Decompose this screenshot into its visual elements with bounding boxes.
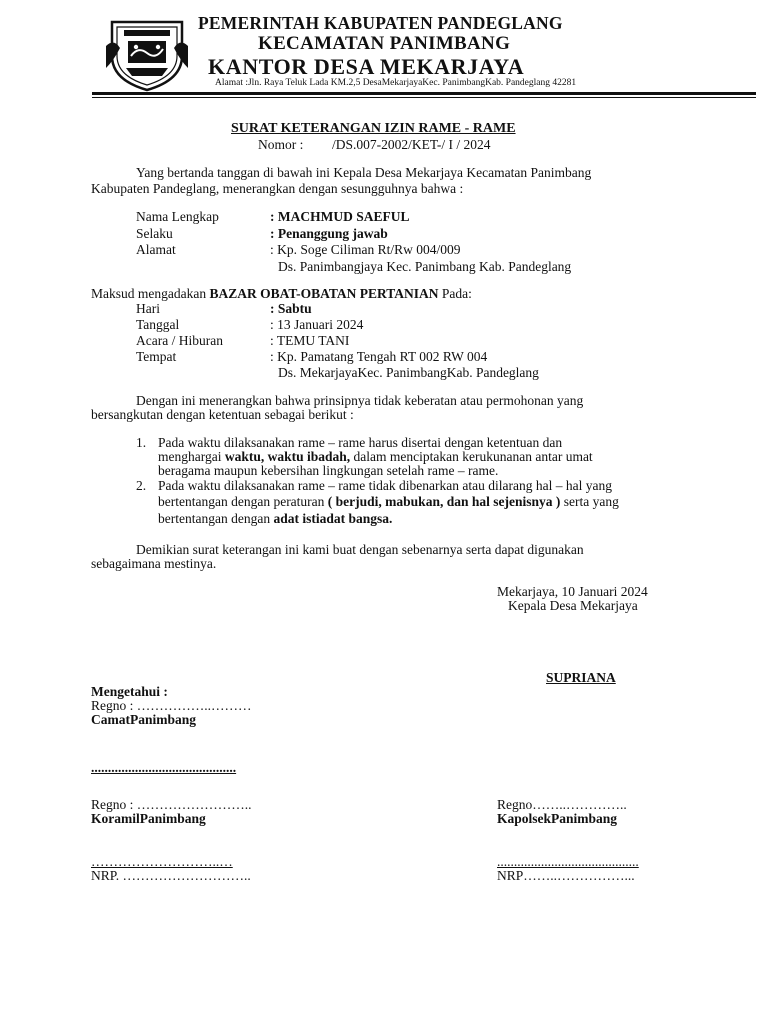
signature-place-date: Mekarjaya, 10 Januari 2024: [497, 584, 648, 599]
purpose-prefix: Maksud mengadakan: [91, 286, 210, 301]
purpose-line: [91, 286, 472, 302]
header-rule-thick: [92, 92, 756, 95]
statement-line-1: Dengan ini menerangkan bahwa prinsipnya tidak keberatan atau permohonan yang: [136, 393, 584, 408]
term-1-line-3: beragama maupun kebersihan lingkungan setelah rame – rame.: [158, 463, 499, 478]
signature-name: SUPRIANA: [546, 670, 616, 685]
intro-line-1: Yang bertanda tanggan di bawah ini Kepala Desa Mekarjaya Kecamatan Panimbang: [136, 165, 592, 180]
term-1-text-end: dalam menciptakan kerukunanan antar umat: [350, 449, 593, 464]
term-2-text-end: serta yang: [560, 494, 619, 509]
closing-line-1: Demikian surat keterangan ini kami buat dengan sebenarnya serta dapat digunakan: [136, 542, 584, 557]
kapolsek-title: KapolsekPanimbang: [497, 811, 618, 826]
term-2-emphasis: ( berjudi, mabukan, dan hal sejenisnya ): [327, 494, 561, 509]
term-1-line-1: Pada waktu dilaksanakan rame – rame harus disertai dengan ketentuan dan: [158, 435, 563, 450]
address-label: Alamat: [136, 242, 176, 257]
day-label: Hari: [136, 301, 160, 316]
acknowledge-label: Mengetahui :: [91, 684, 168, 699]
letter-title: SURAT KETERANGAN IZIN RAME - RAME: [231, 121, 516, 136]
name-label: Nama Lengkap: [136, 209, 219, 224]
koramil-regno: Regno : ……………………..: [91, 797, 252, 812]
header-office: KANTOR DESA MEKARJAYA: [208, 54, 525, 79]
intro-line-2: Kabupaten Pandeglang, menerangkan dengan sesungguhnya bahwa :: [91, 181, 464, 196]
signature-position: Kepala Desa Mekarjaya: [508, 598, 638, 613]
term-2-emphasis-3: adat istiadat bangsa.: [273, 511, 393, 526]
place-value-2: Ds. MekarjayaKec. PanimbangKab. Pandeglang: [278, 365, 539, 380]
role-label: Selaku: [136, 226, 173, 241]
name-value: : MACHMUD SAEFUL: [270, 209, 410, 224]
event-name: BAZAR OBAT-OBATAN PERTANIAN: [209, 286, 439, 301]
day-value: : Sabtu: [270, 301, 312, 316]
koramil-title: KoramilPanimbang: [91, 811, 206, 826]
camat-signature-line: ...........................................: [91, 760, 237, 775]
header-government: PEMERINTAH KABUPATEN PANDEGLANG: [198, 13, 563, 33]
camat-regno: Regno : ……………..………: [91, 698, 252, 713]
term-2-line-2: [158, 494, 619, 510]
header-rule-thin: [92, 97, 756, 98]
term-1-number: 1.: [136, 435, 147, 450]
place-label: Tempat: [136, 349, 177, 364]
term-2-line-1: Pada waktu dilaksanakan rame – rame tidak dibenarkan atau dilarang hal – hal yang: [158, 478, 612, 493]
koramil-signature-line: ………………………..…: [91, 854, 233, 869]
letter-number: /DS.007-2002/KET-/ I / 2024: [332, 137, 491, 152]
closing-line-2: sebagaimana mestinya.: [91, 556, 217, 571]
kapolsek-signature-line: ..........................................: [497, 854, 639, 869]
letter-number-label: Nomor :: [258, 137, 304, 152]
show-value: : TEMU TANI: [270, 333, 350, 348]
regency-crest-icon: [104, 16, 190, 94]
term-2-number: 2.: [136, 478, 147, 493]
koramil-nrp: NRP. ………………………..: [91, 868, 251, 883]
camat-title: CamatPanimbang: [91, 712, 197, 727]
place-value: : Kp. Pamatang Tengah RT 002 RW 004: [270, 349, 488, 364]
date-label: Tanggal: [136, 317, 180, 332]
kapolsek-nrp: NRP……..……………...: [497, 868, 635, 883]
address-value-2: Ds. Panimbangjaya Kec. Panimbang Kab. Pandeglang: [278, 259, 572, 274]
term-1-text: menghargai: [158, 449, 225, 464]
role-value: : Penanggung jawab: [270, 226, 388, 241]
statement-line-2: bersangkutan dengan ketentuan sebagai berikut :: [91, 407, 354, 422]
term-1-emphasis: waktu, waktu ibadah,: [224, 449, 351, 464]
header-address: Alamat :Jln. Raya Teluk Lada KM.2,5 DesaMekarjayaKec. PanimbangKab. Pandeglang 42281: [215, 78, 577, 88]
show-label: Acara / Hiburan: [136, 333, 223, 348]
header-district: KECAMATAN PANIMBANG: [258, 33, 511, 54]
kapolsek-regno: Regno……..…………..: [497, 797, 627, 812]
address-value: : Kp. Soge Ciliman Rt/Rw 004/009: [270, 242, 461, 257]
date-value: : 13 Januari 2024: [270, 317, 364, 332]
term-2-text: bertentangan dengan peraturan: [158, 494, 328, 509]
term-2-text-3: bertentangan dengan: [158, 511, 274, 526]
term-2-line-3: [158, 511, 392, 527]
purpose-suffix: Pada:: [438, 286, 472, 301]
